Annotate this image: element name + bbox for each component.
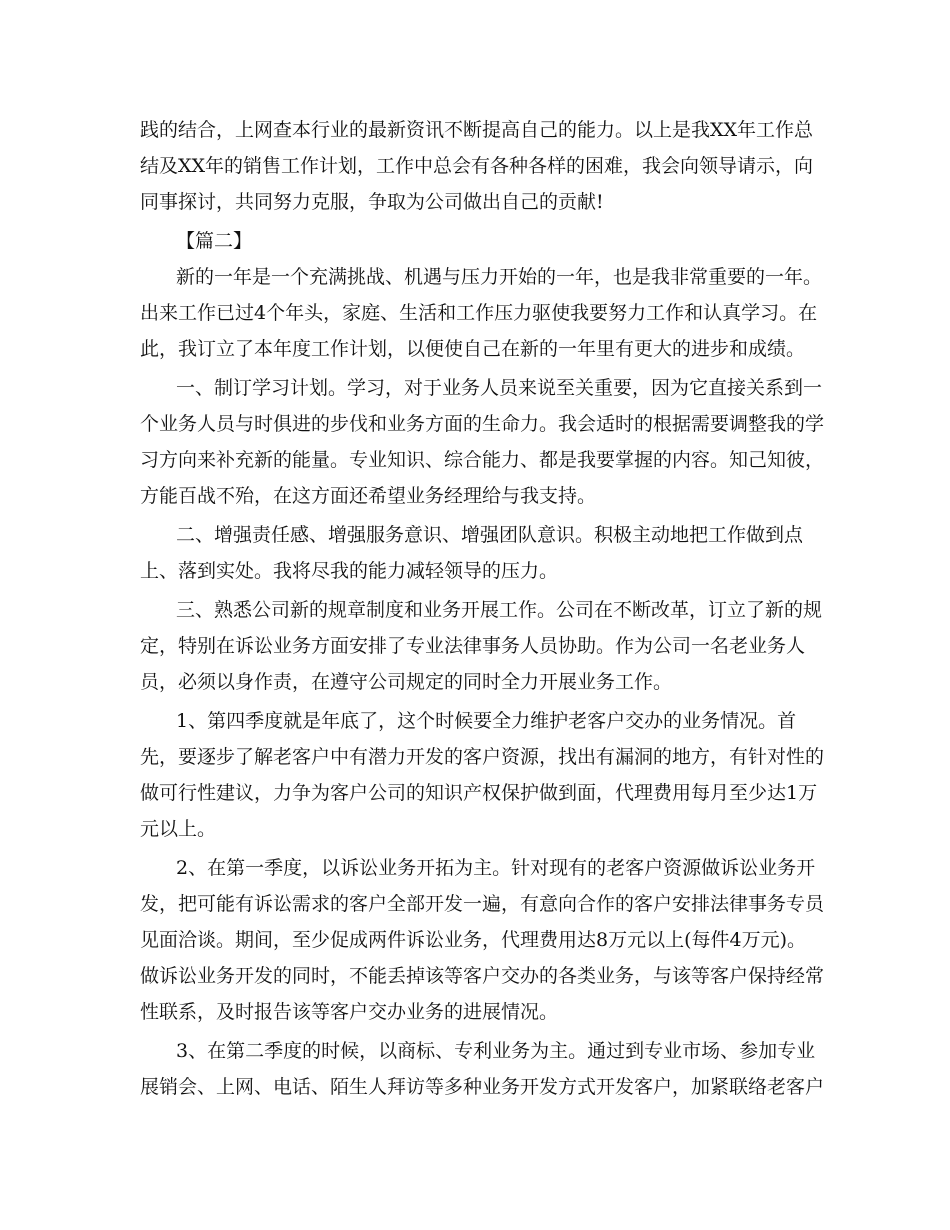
text-line: 同事探讨，共同努力克服，争取为公司做出自己的贡献! <box>140 191 604 213</box>
text-line: 做可行性建议，力争为客户公司的知识产权保护做到面，代理费用每月至少达1万 <box>140 782 818 804</box>
text-line: 见面洽谈。期间，至少促成两件诉讼业务，代理费用达8万元以上(每件4万元)。 <box>140 929 807 951</box>
text-line: 方能百战不殆，在这方面还希望业务经理给与我支持。 <box>140 485 597 507</box>
text-line: 展销会、上网、电话、陌生人拜访等多种业务开发方式开发客户，加紧联络老客户 <box>140 1076 825 1098</box>
text-line: 3、在第二季度的时候，以商标、专利业务为主。通过到专业市场、参加专业 <box>176 1040 816 1062</box>
text-line: 2、在第一季度，以诉讼业务开拓为主。针对现有的老客户资源做诉讼业务开 <box>176 857 816 879</box>
text-line: 发，把可能有诉讼需求的客户全部开发一遍，有意向合作的客户安排法律事务专员 <box>140 893 825 915</box>
text-line: 二、增强责任感、增强服务意识、增强团队意识。积极主动地把工作做到点 <box>176 524 804 546</box>
text-line: 出来工作已过4个年头，家庭、生活和工作压力驱使我要努力工作和认真学习。在 <box>140 302 818 324</box>
text-line: 新的一年是一个充满挑战、机遇与压力开始的一年，也是我非常重要的一年。 <box>176 266 823 288</box>
text-line: 结及XX年的销售工作计划，工作中总会有各种各样的困难，我会向领导请示，向 <box>140 155 814 177</box>
text-line: 三、熟悉公司新的规章制度和业务开展工作。公司在不断改革，订立了新的规 <box>176 599 823 621</box>
text-line: 践的结合，上网查本行业的最新资讯不断提高自己的能力。以上是我XX年工作总 <box>140 119 814 141</box>
section-heading: 【篇二】 <box>176 230 253 252</box>
text-line: 一、制订学习计划。学习，对于业务人员来说至关重要，因为它直接关系到一 <box>176 377 823 399</box>
text-line: 先，要逐步了解老客户中有潜力开发的客户资源，找出有漏洞的地方，有针对性的 <box>140 746 825 768</box>
text-line: 做诉讼业务开发的同时，不能丢掉该等客户交办的各类业务，与该等客户保持经常 <box>140 965 825 987</box>
text-line: 性联系，及时报告该等客户交办业务的进展情况。 <box>140 1001 559 1023</box>
text-line: 此，我订立了本年度工作计划，以便使自己在新的一年里有更大的进步和成绩。 <box>140 338 806 360</box>
text-line: 习方向来补充新的能量。专业知识、综合能力、都是我要掌握的内容。知己知彼， <box>140 449 825 471</box>
text-line: 上、落到实处。我将尽我的能力减轻领导的压力。 <box>140 560 559 582</box>
text-line: 元以上。 <box>140 818 217 840</box>
text-line: 定，特别在诉讼业务方面安排了专业法律事务人员协助。作为公司一名老业务人 <box>140 635 806 657</box>
text-line: 员，必须以身作责，在遵守公司规定的同时全力开展业务工作。 <box>140 671 673 693</box>
text-line: 个业务人员与时俱进的步伐和业务方面的生命力。我会适时的根据需要调整我的学 <box>140 413 825 435</box>
text-line: 1、第四季度就是年底了，这个时候要全力维护老客户交办的业务情况。首 <box>176 710 797 732</box>
